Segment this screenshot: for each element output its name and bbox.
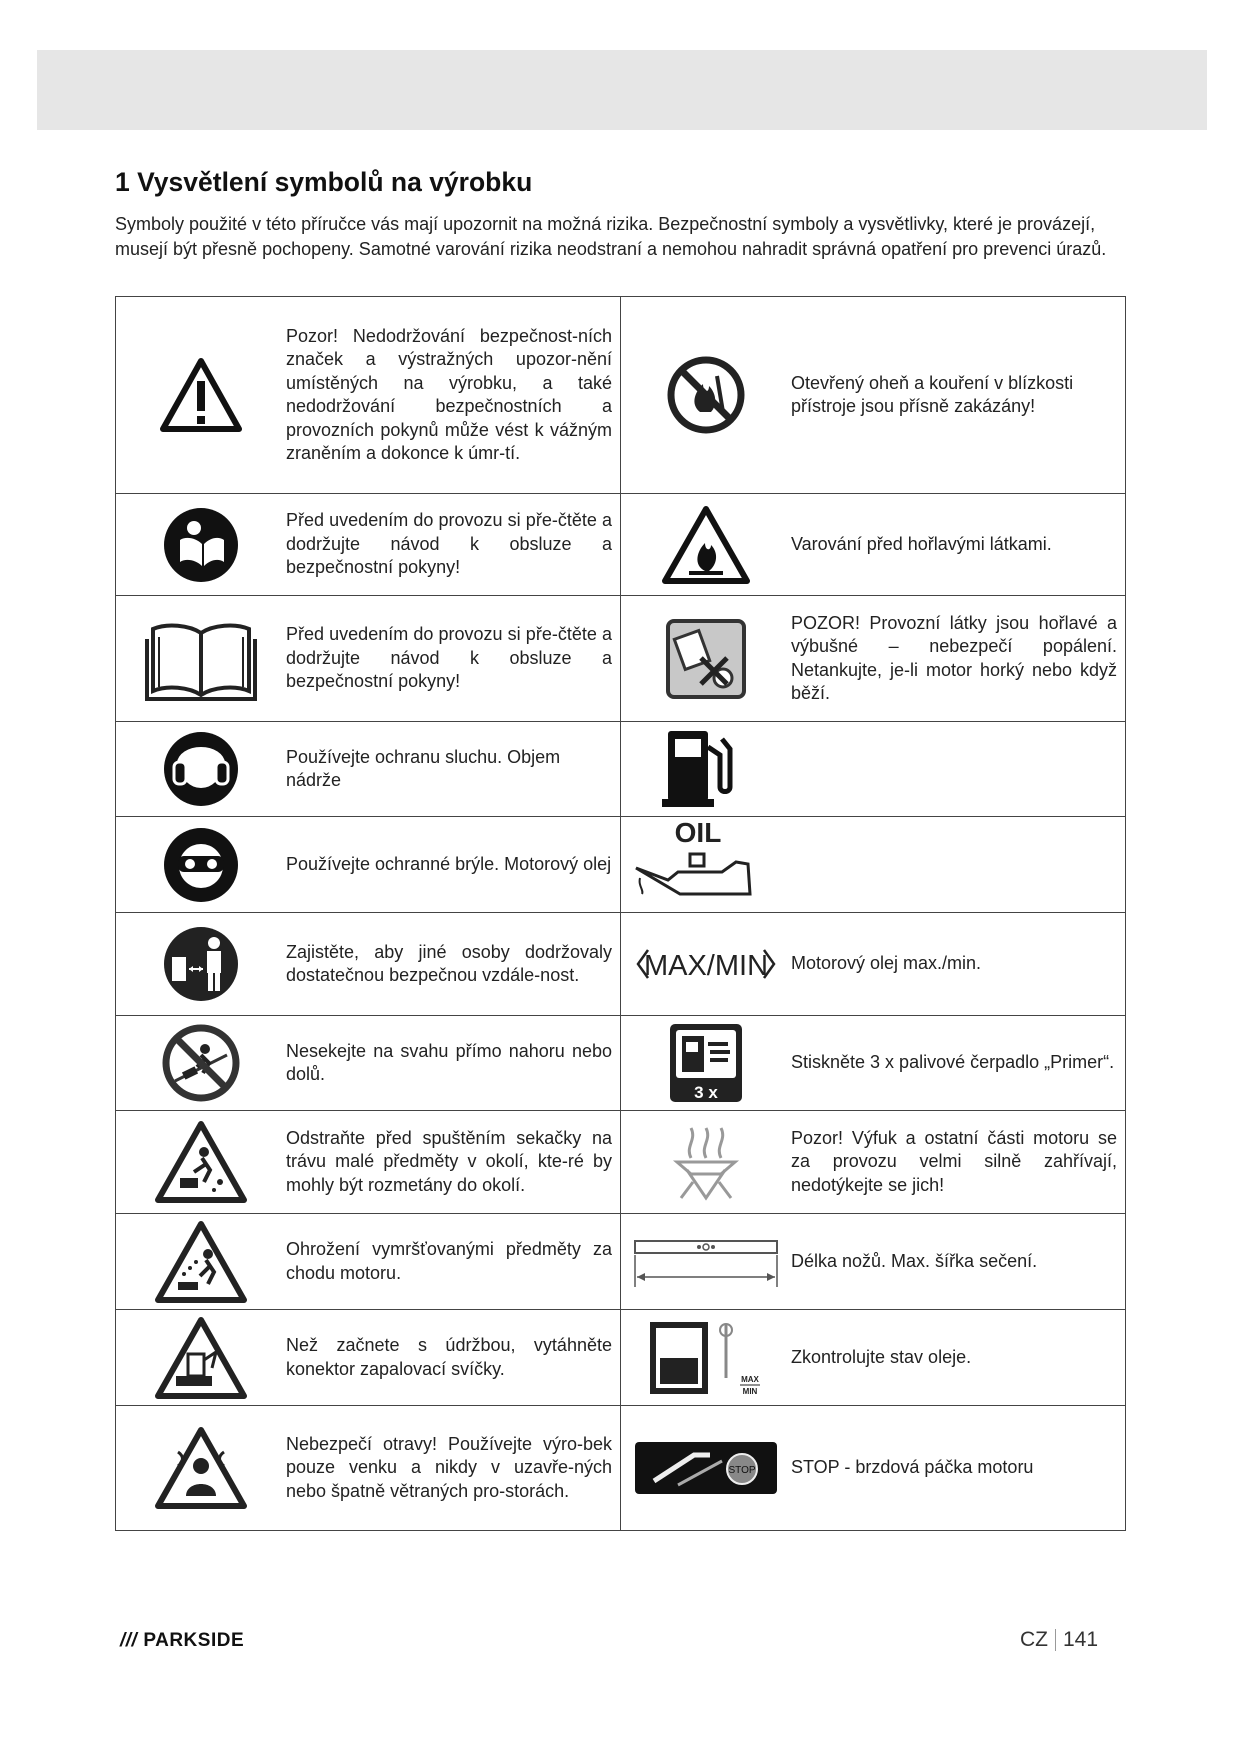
- row-text: Odstraňte před spuštěním sekačky na trávu malé předměty v okolí, kte-ré by mohly být rozmetány do okolí.: [286, 1127, 612, 1195]
- row-text: Před uvedením do provozu si pře-čtěte a dodržujte návod k obsluze a bezpečnostní pokyny!: [286, 624, 612, 692]
- ear-protection-icon: [116, 730, 286, 808]
- svg-text:MAX: MAX: [741, 1374, 759, 1384]
- row-text: Motorový olej max./min.: [791, 953, 982, 974]
- flammable-warning-icon: [621, 505, 791, 585]
- no-refuel-hot-engine-icon: [621, 618, 791, 700]
- table-row: [116, 722, 1126, 817]
- table-row: [116, 1406, 1126, 1531]
- row-text: Varování před hořlavými látkami.: [791, 533, 1052, 554]
- warning-triangle-icon: [116, 357, 286, 433]
- brake-lever-icon: [621, 1441, 791, 1495]
- svg-text:MIN: MIN: [742, 1386, 758, 1396]
- row-text: Pozor! Výfuk a ostatní části motoru se za provozu velmi silně zahřívají, nedotýkejte se jich!: [791, 1127, 1117, 1195]
- page-number: CZ 141: [1020, 1628, 1099, 1651]
- row-text: Otevřený oheň a kouření v blízkosti přístroje jsou přísně zakázány!: [791, 372, 1074, 416]
- svg-text:MAX/MIN: MAX/MIN: [643, 950, 769, 982]
- row-text: Zajistěte, aby jiné osoby dodržovaly dostatečnou bezpečnou vzdále-nost.: [286, 941, 612, 985]
- row-text: Stiskněte 3 x palivové čerpadlo „Primer“.: [791, 1052, 1115, 1073]
- table-row: [116, 817, 1126, 913]
- table-row: [116, 1016, 1126, 1111]
- svg-text:3 x: 3 x: [694, 1083, 718, 1102]
- table-row: [116, 913, 1126, 1016]
- header-bar: [37, 50, 1207, 130]
- hot-surface-icon: [621, 1122, 791, 1202]
- table-row: [116, 1310, 1126, 1406]
- open-book-icon: [116, 617, 286, 701]
- oil-can-icon: [632, 818, 762, 913]
- svg-text:OIL: OIL: [674, 818, 722, 848]
- row-text: Nebezpečí otravy! Používejte výro-bek pouze venku a nikdy v uzavře-ných nebo špatně větraných pro-storách.: [286, 1433, 612, 1501]
- row-text: Používejte ochranu sluchu. Objem nádrže: [286, 746, 561, 790]
- eye-protection-icon: [116, 826, 286, 904]
- spark-plug-icon: [116, 1316, 286, 1400]
- table-row: [116, 494, 1126, 596]
- no-slope-mowing-icon: [116, 1023, 286, 1103]
- row-text: Zkontrolujte stav oleje.: [791, 1346, 972, 1367]
- thrown-objects-icon: [116, 1220, 286, 1304]
- read-manual-icon: [116, 506, 286, 584]
- max-min-icon: [621, 946, 791, 982]
- blade-length-icon: [621, 1233, 791, 1291]
- brand-logo: /// PARKSIDE: [120, 1630, 245, 1651]
- fuel-pump-icon: [660, 727, 736, 814]
- row-text: Pozor! Nedodržování bezpečnost-ních značek a výstražných upozor-nění umístěných na výrobku, a také nedodržování bezpečnostních a provozních pokynů může vést k vážným zraněním a dokonce k úmr-tí.: [286, 325, 612, 463]
- svg-text:STOP: STOP: [728, 1465, 756, 1476]
- symbols-table: [115, 296, 1126, 1531]
- row-text: Nesekejte na svahu přímo nahoru nebo dolů.: [286, 1040, 612, 1084]
- row-text: POZOR! Provozní látky jsou hořlavé a výbušné – nebezpečí popálení. Netankujte, je-li motor horký nebo když běží.: [791, 612, 1117, 703]
- table-row: [116, 596, 1126, 722]
- remove-objects-icon: [116, 1120, 286, 1204]
- row-text: Používejte ochranné brýle. Motorový olej: [286, 853, 612, 874]
- row-text: Ohrožení vymršťovanými předměty za chodu motoru.: [286, 1239, 612, 1283]
- page-title: 1 Vysvětlení symbolů na výrobku: [115, 167, 533, 197]
- row-text: Než začnete s údržbou, vytáhněte konektor zapalovací svíčky.: [286, 1335, 612, 1379]
- keep-distance-icon: [116, 925, 286, 1003]
- row-text: STOP - brzdová páčka motoru: [791, 1457, 1034, 1478]
- table-row: [116, 1214, 1126, 1310]
- table-row: [116, 297, 1126, 494]
- intro-paragraph: Symboly použité v této příručce vás mají upozornit na možná rizika. Bezpečnostní symboly a vysvětlivky, které je provázejí, musejí být přesně pochopeny. Samotné varování rizika neodstraní a nemohou nahradit správná opatření pro prevenci úrazů.: [115, 214, 1107, 259]
- oil-dipstick-icon: [621, 1318, 791, 1398]
- row-text: Před uvedením do provozu si pře-čtěte a dodržujte návod k obsluze a bezpečnostní pokyny!: [286, 510, 612, 578]
- primer-pump-icon: [621, 1022, 791, 1104]
- toxic-fumes-icon: [116, 1426, 286, 1510]
- no-open-flame-icon: [621, 354, 791, 436]
- table-row: [116, 1111, 1126, 1214]
- row-text: Délka nožů. Max. šířka sečení.: [791, 1250, 1038, 1271]
